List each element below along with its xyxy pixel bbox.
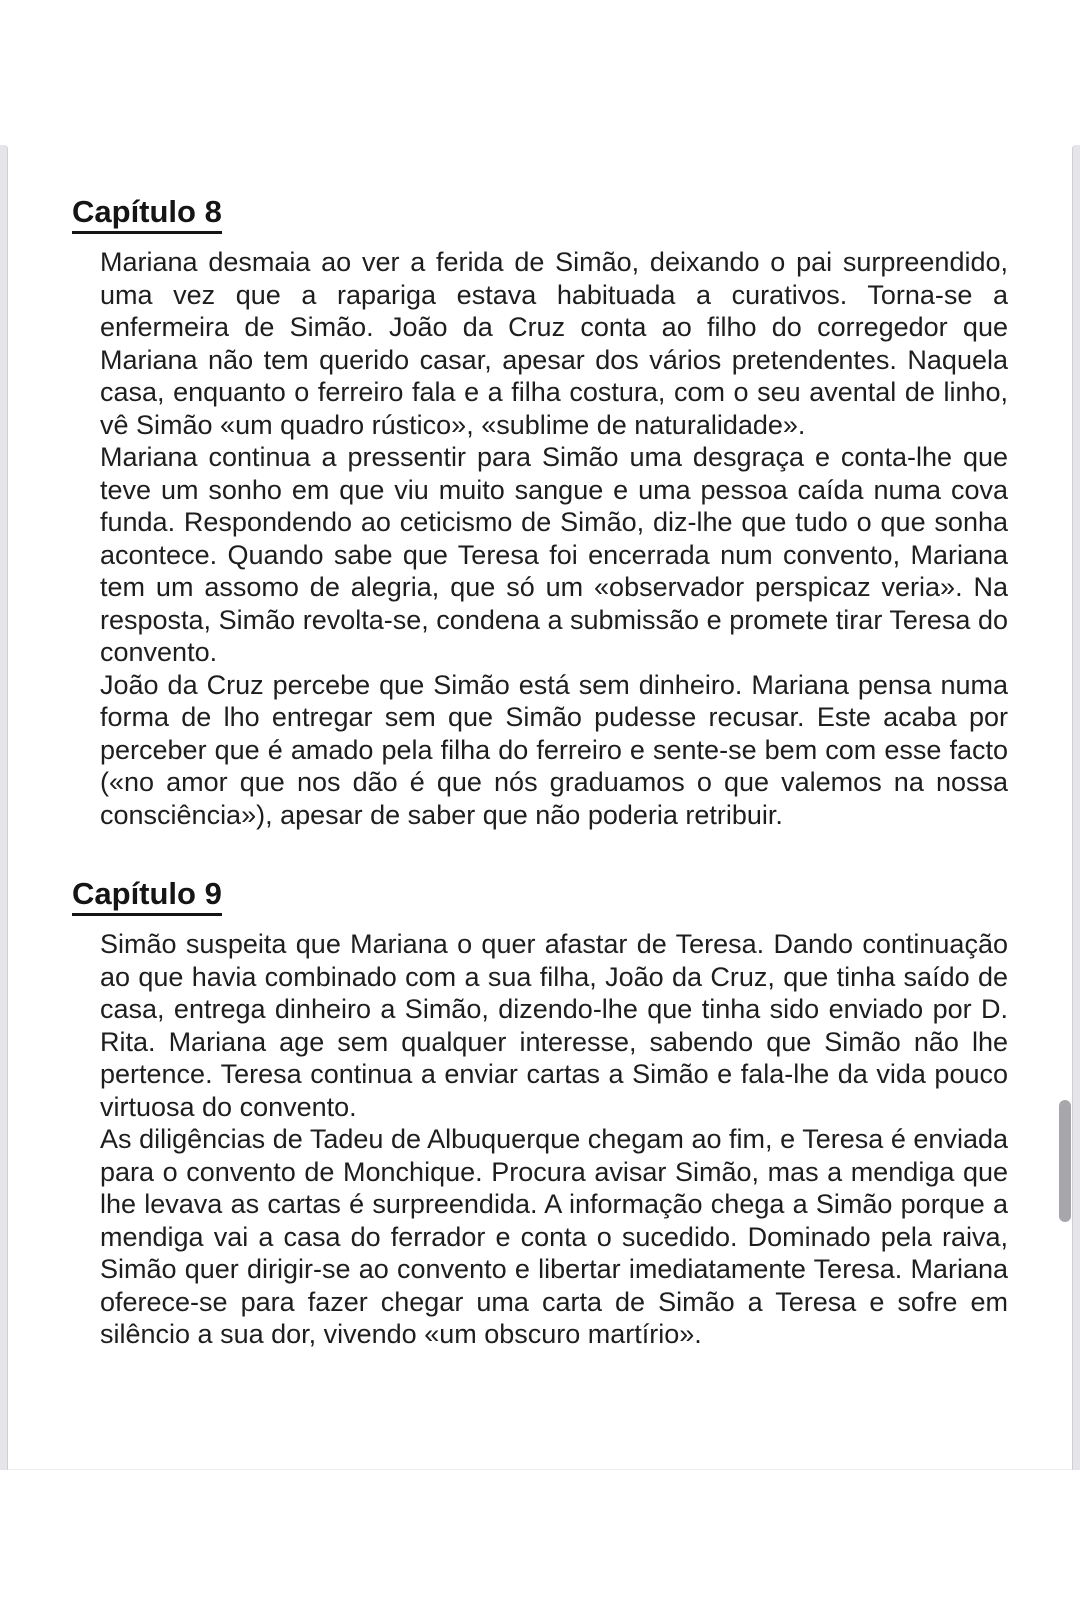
chapter-9-paragraph-2: As diligências de Tadeu de Albuquerque chegam ao fim, e Teresa é enviada para o convento de Monchique. Procura avisar Simão, mas a mendiga que lhe levava as cartas é surpreendida. A informação chega a Simão porque a mendiga vai a casa do ferrador e conta o sucedido. Dominado pela raiva, Simão quer dirigir-se ao convento e libertar imediatamente Teresa. Mariana oferece-se para fazer chegar uma carta de Simão a Teresa e sofre em silêncio a sua dor, vivendo «um obscuro martírio». bbox=[100, 1124, 1008, 1349]
chapter-9-heading-text: Capítulo 9 bbox=[72, 877, 222, 916]
chapter-8-paragraph-3: João da Cruz percebe que Simão está sem dinheiro. Mariana pensa numa forma de lho entregar sem que Simão pudesse recusar. Este acaba por perceber que é amado pela filha do ferreiro e sente-se bem com esse facto («no amor que nos dão é que nós graduamos o que valemos na nossa consciência»), apesar de saber que não poderia retribuir. bbox=[100, 669, 1008, 830]
chapter-8-heading-text: Capítulo 8 bbox=[72, 195, 222, 234]
page-left-edge bbox=[0, 145, 8, 1470]
document-page bbox=[0, 145, 1080, 1470]
document-content bbox=[72, 194, 1008, 1351]
chapter-9-paragraph-1: Simão suspeita que Mariana o quer afastar de Teresa. Dando continuação ao que havia combinado com a sua filha, João da Cruz, que tinha saído de casa, entrega dinheiro a Simão, dizendo-lhe que tinha sido enviado por D. Rita. Mariana age sem qualquer interesse, sabendo que Simão não lhe pertence. Teresa continua a enviar cartas a Simão e fala-lhe da vida pouco virtuosa do convento. bbox=[100, 929, 1008, 1122]
page-right-edge bbox=[1072, 145, 1080, 1470]
scrollbar-thumb[interactable] bbox=[1059, 1100, 1071, 1222]
chapter-9-heading bbox=[72, 877, 1008, 916]
chapter-8-heading bbox=[72, 195, 1008, 234]
chapter-8-paragraph-1: Mariana desmaia ao ver a ferida de Simão, deixando o pai surpreendido, uma vez que a rapariga estava habituada a curativos. Torna-se a enfermeira de Simão. João da Cruz conta ao filho do corregedor que Mariana não tem querido casar, apesar dos vários pretendentes. Naquela casa, enquanto o ferreiro fala e a filha costura, com o seu avental de linho, vê Simão «um quadro rústico», «sublime de naturalidade». bbox=[100, 247, 1008, 440]
chapter-8-paragraph-2: Mariana continua a pressentir para Simão uma desgraça e conta-lhe que teve um sonho em que viu muito sangue e uma pessoa caída numa cova funda. Respondendo ao ceticismo de Simão, diz-lhe que tudo o que sonha acontece. Quando sabe que Teresa foi encerrada num convento, Mariana tem um assomo de alegria, que só um «observador perspicaz veria». Na resposta, Simão revolta-se, condena a submissão e promete tirar Teresa do convento. bbox=[100, 442, 1008, 667]
